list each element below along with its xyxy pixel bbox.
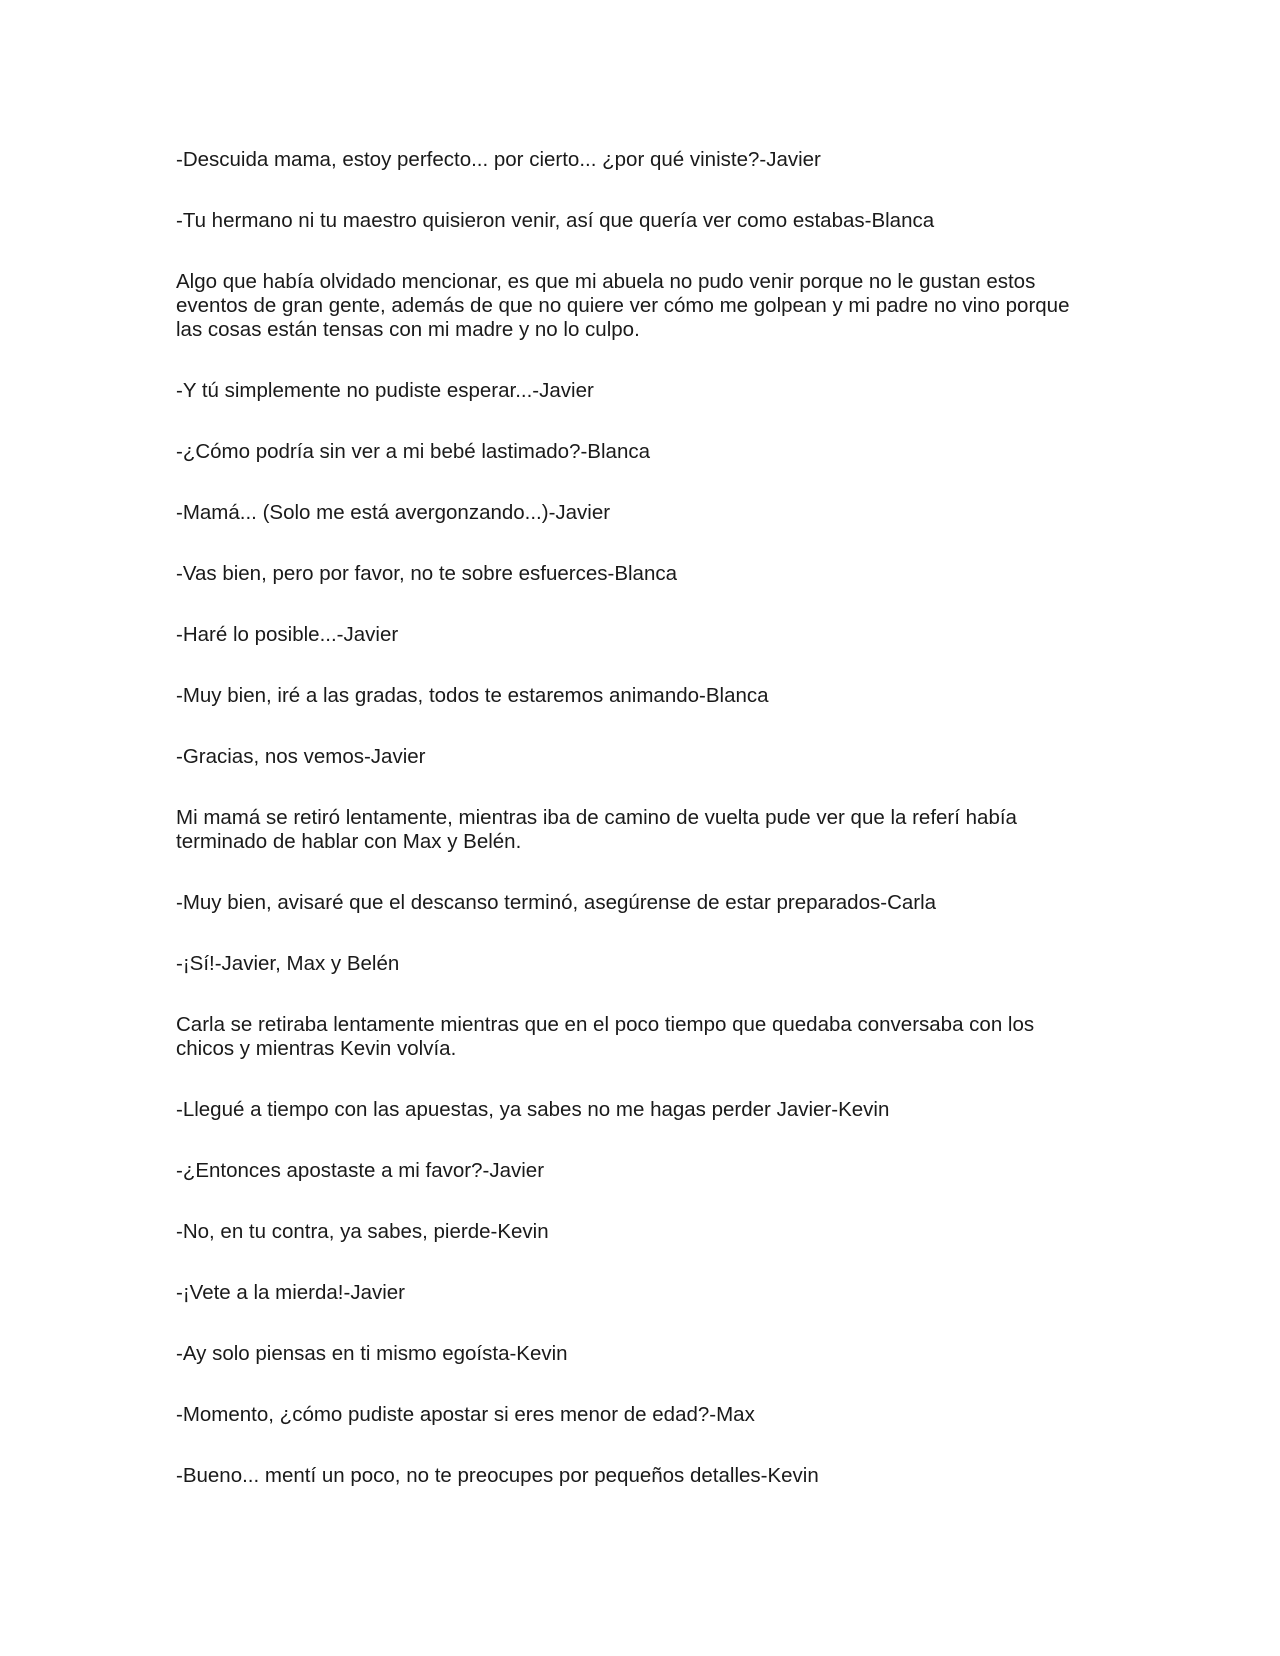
paragraph: -Momento, ¿cómo pudiste apostar si eres menor de edad?-Max	[176, 1403, 755, 1426]
document-body	[176, 148, 1096, 1525]
paragraph: -Ay solo piensas en ti mismo egoísta-Kevin	[176, 1342, 568, 1365]
paragraph: -Gracias, nos vemos-Javier	[176, 745, 426, 768]
paragraph: Algo que había olvidado mencionar, es que mi abuela no pudo venir porque no le gustan estos eventos de gran gente, además de que no quiere ver cómo me golpean y mi padre no vino porque las cosas están tensas con mi madre y no lo culpo.	[176, 270, 1070, 341]
paragraph: -¿Entonces apostaste a mi favor?-Javier	[176, 1159, 545, 1182]
paragraph: Carla se retiraba lentamente mientras que en el poco tiempo que quedaba conversaba con los chicos y mientras Kevin volvía.	[176, 1013, 1035, 1060]
paragraph: -Llegué a tiempo con las apuestas, ya sabes no me hagas perder Javier-Kevin	[176, 1098, 890, 1121]
paragraph: -¿Cómo podría sin ver a mi bebé lastimado?-Blanca	[176, 440, 650, 463]
paragraph: -Muy bien, iré a las gradas, todos te estaremos animando-Blanca	[176, 684, 769, 707]
paragraph: -Y tú simplemente no pudiste esperar...-Javier	[176, 379, 594, 402]
paragraph: -Bueno... mentí un poco, no te preocupes por pequeños detalles-Kevin	[176, 1464, 819, 1487]
paragraph: -Vas bien, pero por favor, no te sobre esfuerces-Blanca	[176, 562, 678, 585]
paragraph: -¡Vete a la mierda!-Javier	[176, 1281, 406, 1304]
paragraph: -Tu hermano ni tu maestro quisieron venir, así que quería ver como estabas-Blanca	[176, 209, 935, 232]
paragraph: -Descuida mama, estoy perfecto... por cierto... ¿por qué viniste?-Javier	[176, 148, 821, 171]
paragraph: -Haré lo posible...-Javier	[176, 623, 399, 646]
paragraph: -Mamá... (Solo me está avergonzando...)-Javier	[176, 501, 611, 524]
paragraph: -¡Sí!-Javier, Max y Belén	[176, 952, 400, 975]
paragraph: -Muy bien, avisaré que el descanso terminó, asegúrense de estar preparados-Carla	[176, 891, 937, 914]
paragraph: Mi mamá se retiró lentamente, mientras iba de camino de vuelta pude ver que la referí había terminado de hablar con Max y Belén.	[176, 806, 1017, 853]
paragraph: -No, en tu contra, ya sabes, pierde-Kevin	[176, 1220, 549, 1243]
